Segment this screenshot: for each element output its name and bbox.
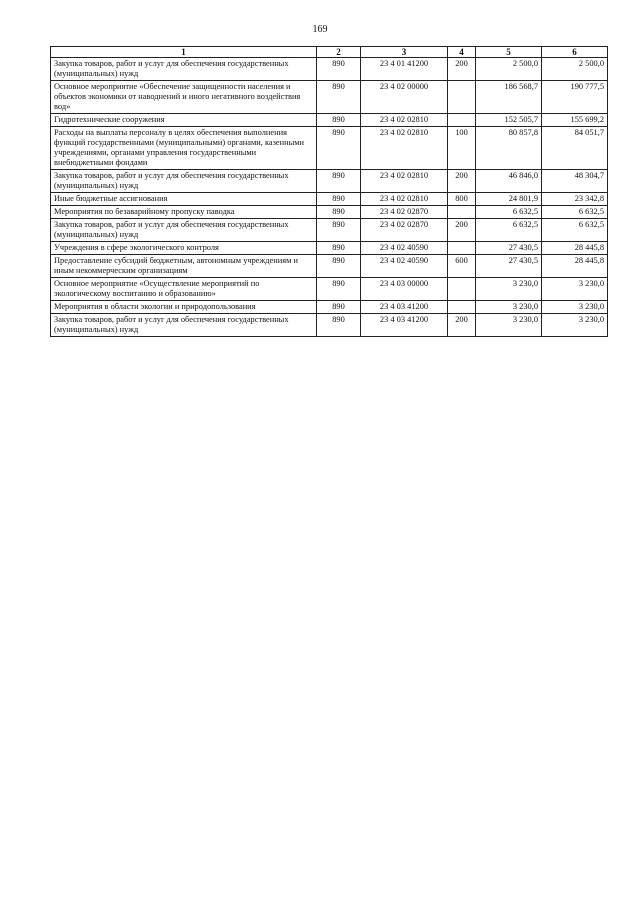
target-article-cell: 23 4 02 02810: [361, 170, 448, 193]
column-header: 6: [542, 47, 608, 58]
target-article-cell: 23 4 02 02870: [361, 219, 448, 242]
expense-type-cell: [448, 278, 476, 301]
item-name-cell: Расходы на выплаты персоналу в целях обеспечения выполнения функций государственными (муниципальными) органами, казенными учреждениями, органами управления государственными внебюджетными фондами: [51, 127, 317, 170]
amount-year-2-cell: 3 230,0: [542, 278, 608, 301]
amount-year-1-cell: 3 230,0: [476, 314, 542, 337]
amount-year-1-cell: 27 430,5: [476, 255, 542, 278]
amount-year-2-cell: 28 445,8: [542, 255, 608, 278]
table-header-row: [51, 47, 608, 58]
target-article-cell: 23 4 03 00000: [361, 278, 448, 301]
ministry-code-cell: 890: [317, 206, 361, 219]
column-header: 1: [51, 47, 317, 58]
amount-year-1-cell: 46 846,0: [476, 170, 542, 193]
target-article-cell: 23 4 01 41200: [361, 58, 448, 81]
page-number: 169: [312, 24, 328, 35]
item-name-cell: Основное мероприятие «Осуществление мероприятий по экологическому воспитанию и образованию»: [51, 278, 317, 301]
table-row: [51, 242, 608, 255]
table-row: [51, 314, 608, 337]
ministry-code-cell: 890: [317, 58, 361, 81]
table-body: [51, 58, 608, 337]
amount-year-2-cell: 84 051,7: [542, 127, 608, 170]
ministry-code-cell: 890: [317, 314, 361, 337]
amount-year-1-cell: 80 857,8: [476, 127, 542, 170]
item-name-cell: Мероприятия в области экологии и природопользования: [51, 301, 317, 314]
expense-type-cell: 200: [448, 58, 476, 81]
amount-year-1-cell: 24 801,9: [476, 193, 542, 206]
ministry-code-cell: 890: [317, 242, 361, 255]
ministry-code-cell: 890: [317, 219, 361, 242]
amount-year-2-cell: 2 500,0: [542, 58, 608, 81]
amount-year-2-cell: 155 699,2: [542, 114, 608, 127]
item-name-cell: Закупка товаров, работ и услуг для обеспечения государственных (муниципальных) нужд: [51, 170, 317, 193]
amount-year-1-cell: 6 632,5: [476, 206, 542, 219]
expense-type-cell: [448, 206, 476, 219]
expense-type-cell: 600: [448, 255, 476, 278]
table-row: [51, 127, 608, 170]
amount-year-1-cell: 3 230,0: [476, 301, 542, 314]
table-row: [51, 206, 608, 219]
ministry-code-cell: 890: [317, 81, 361, 114]
budget-table: [50, 46, 608, 337]
target-article-cell: 23 4 02 02810: [361, 127, 448, 170]
item-name-cell: Закупка товаров, работ и услуг для обеспечения государственных (муниципальных) нужд: [51, 219, 317, 242]
table-row: [51, 81, 608, 114]
amount-year-1-cell: 6 632,5: [476, 219, 542, 242]
item-name-cell: Мероприятия по безаварийному пропуску паводка: [51, 206, 317, 219]
item-name-cell: Закупка товаров, работ и услуг для обеспечения государственных (муниципальных) нужд: [51, 58, 317, 81]
amount-year-2-cell: 190 777,5: [542, 81, 608, 114]
expense-type-cell: 100: [448, 127, 476, 170]
target-article-cell: 23 4 02 40590: [361, 255, 448, 278]
table-row: [51, 193, 608, 206]
table-row: [51, 301, 608, 314]
item-name-cell: Закупка товаров, работ и услуг для обеспечения государственных (муниципальных) нужд: [51, 314, 317, 337]
column-header: 2: [317, 47, 361, 58]
ministry-code-cell: 890: [317, 301, 361, 314]
amount-year-2-cell: 6 632,5: [542, 206, 608, 219]
ministry-code-cell: 890: [317, 278, 361, 301]
item-name-cell: Предоставление субсидий бюджетным, автономным учреждениям и иным некоммерческим организациям: [51, 255, 317, 278]
table-row: [51, 278, 608, 301]
item-name-cell: Основное мероприятие «Обеспечение защищенности населения и объектов экономики от наводнений и иного негативного воздействия вод»: [51, 81, 317, 114]
target-article-cell: 23 4 02 02810: [361, 193, 448, 206]
table-row: [51, 219, 608, 242]
amount-year-2-cell: 28 445,8: [542, 242, 608, 255]
amount-year-2-cell: 23 342,8: [542, 193, 608, 206]
amount-year-2-cell: 48 304,7: [542, 170, 608, 193]
expense-type-cell: 200: [448, 170, 476, 193]
amount-year-1-cell: 3 230,0: [476, 278, 542, 301]
amount-year-1-cell: 2 500,0: [476, 58, 542, 81]
item-name-cell: Гидротехнические сооружения: [51, 114, 317, 127]
table-row: [51, 255, 608, 278]
amount-year-2-cell: 6 632,5: [542, 219, 608, 242]
target-article-cell: 23 4 02 02870: [361, 206, 448, 219]
expense-type-cell: [448, 242, 476, 255]
item-name-cell: Иные бюджетные ассигнования: [51, 193, 317, 206]
amount-year-1-cell: 152 505,7: [476, 114, 542, 127]
column-header: 4: [448, 47, 476, 58]
expense-type-cell: 200: [448, 219, 476, 242]
amount-year-2-cell: 3 230,0: [542, 301, 608, 314]
table-row: [51, 114, 608, 127]
column-header: 5: [476, 47, 542, 58]
expense-type-cell: 800: [448, 193, 476, 206]
ministry-code-cell: 890: [317, 127, 361, 170]
amount-year-1-cell: 186 568,7: [476, 81, 542, 114]
item-name-cell: Учреждения в сфере экологического контроля: [51, 242, 317, 255]
target-article-cell: 23 4 02 00000: [361, 81, 448, 114]
target-article-cell: 23 4 02 02810: [361, 114, 448, 127]
expense-type-cell: [448, 301, 476, 314]
amount-year-1-cell: 27 430,5: [476, 242, 542, 255]
target-article-cell: 23 4 02 40590: [361, 242, 448, 255]
table-row: [51, 58, 608, 81]
target-article-cell: 23 4 03 41200: [361, 301, 448, 314]
table-row: [51, 170, 608, 193]
ministry-code-cell: 890: [317, 114, 361, 127]
column-header: 3: [361, 47, 448, 58]
expense-type-cell: 200: [448, 314, 476, 337]
expense-type-cell: [448, 81, 476, 114]
ministry-code-cell: 890: [317, 193, 361, 206]
expense-type-cell: [448, 114, 476, 127]
ministry-code-cell: 890: [317, 255, 361, 278]
amount-year-2-cell: 3 230,0: [542, 314, 608, 337]
target-article-cell: 23 4 03 41200: [361, 314, 448, 337]
ministry-code-cell: 890: [317, 170, 361, 193]
